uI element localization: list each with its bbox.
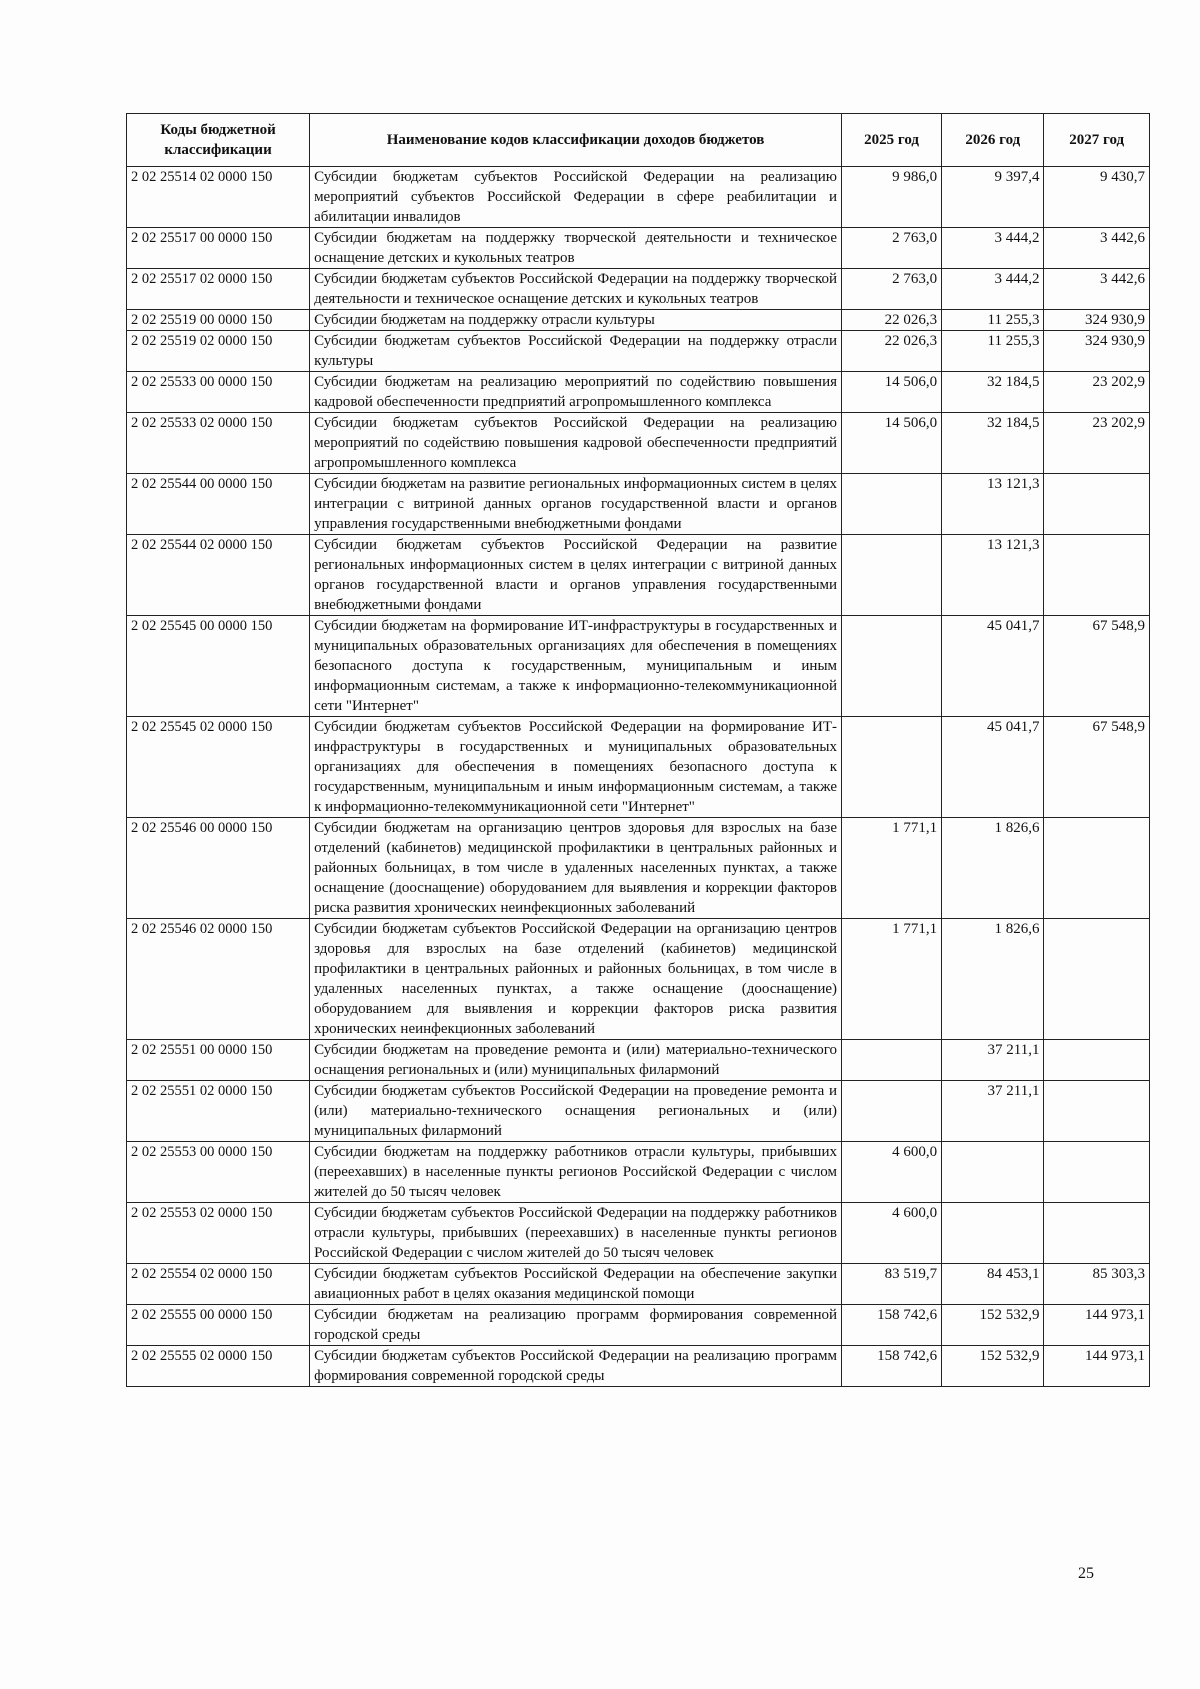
table-row	[127, 310, 1150, 331]
cell-code: 2 02 25517 00 0000 150	[127, 228, 310, 269]
cell-code: 2 02 25545 02 0000 150	[127, 717, 310, 818]
cell-code: 2 02 25545 00 0000 150	[127, 616, 310, 717]
cell-2026: 37 211,1	[942, 1081, 1044, 1142]
page-number: 25	[1078, 1565, 1094, 1582]
table-row	[127, 1081, 1150, 1142]
cell-2026: 1 826,6	[942, 818, 1044, 919]
table-row	[127, 413, 1150, 474]
cell-2025	[842, 474, 942, 535]
cell-2025: 4 600,0	[842, 1203, 942, 1264]
cell-2025	[842, 616, 942, 717]
cell-2027: 9 430,7	[1044, 167, 1150, 228]
table-row	[127, 269, 1150, 310]
cell-code: 2 02 25551 02 0000 150	[127, 1081, 310, 1142]
cell-2027	[1044, 474, 1150, 535]
cell-2026: 11 255,3	[942, 310, 1044, 331]
cell-name: Субсидии бюджетам субъектов Российской Федерации на поддержку творческой деятельности и техническое оснащение детских и кукольных театров	[310, 269, 842, 310]
cell-2026: 9 397,4	[942, 167, 1044, 228]
cell-2027	[1044, 1203, 1150, 1264]
cell-2027: 23 202,9	[1044, 372, 1150, 413]
table-row	[127, 535, 1150, 616]
table-row	[127, 1305, 1150, 1346]
table-row	[127, 331, 1150, 372]
cell-2025: 1 771,1	[842, 919, 942, 1040]
cell-2025: 14 506,0	[842, 413, 942, 474]
cell-2025: 2 763,0	[842, 269, 942, 310]
cell-2027	[1044, 919, 1150, 1040]
cell-2026: 32 184,5	[942, 413, 1044, 474]
cell-code: 2 02 25553 00 0000 150	[127, 1142, 310, 1203]
cell-2025: 9 986,0	[842, 167, 942, 228]
cell-2026: 37 211,1	[942, 1040, 1044, 1081]
cell-2027: 3 442,6	[1044, 228, 1150, 269]
cell-code: 2 02 25514 02 0000 150	[127, 167, 310, 228]
cell-2026: 13 121,3	[942, 474, 1044, 535]
cell-2026: 3 444,2	[942, 228, 1044, 269]
cell-2026: 152 532,9	[942, 1346, 1044, 1387]
cell-2025: 158 742,6	[842, 1346, 942, 1387]
cell-name: Субсидии бюджетам на реализацию программ формирования современной городской среды	[310, 1305, 842, 1346]
cell-2026: 3 444,2	[942, 269, 1044, 310]
cell-2027: 85 303,3	[1044, 1264, 1150, 1305]
table-row	[127, 1346, 1150, 1387]
cell-2026: 84 453,1	[942, 1264, 1044, 1305]
cell-2026: 11 255,3	[942, 331, 1044, 372]
table-row	[127, 474, 1150, 535]
cell-name: Субсидии бюджетам субъектов Российской Федерации на развитие региональных информационных систем в целях интеграции с витриной данных органов государственной власти и органов управления государственными внебюджетными фондами	[310, 535, 842, 616]
header-2025: 2025 год	[842, 114, 942, 167]
table-row	[127, 228, 1150, 269]
cell-2026	[942, 1203, 1044, 1264]
cell-2025	[842, 535, 942, 616]
table-row	[127, 1264, 1150, 1305]
cell-code: 2 02 25544 02 0000 150	[127, 535, 310, 616]
cell-2025: 1 771,1	[842, 818, 942, 919]
cell-name: Субсидии бюджетам на проведение ремонта и (или) материально-технического оснащения региональных и (или) муниципальных филармоний	[310, 1040, 842, 1081]
cell-2027: 144 973,1	[1044, 1305, 1150, 1346]
cell-name: Субсидии бюджетам на поддержку творческой деятельности и техническое оснащение детских и кукольных театров	[310, 228, 842, 269]
header-codes: Коды бюджетной классификации	[127, 114, 310, 167]
table-header-row	[127, 114, 1150, 167]
cell-name: Субсидии бюджетам субъектов Российской Федерации на проведение ремонта и (или) материально-технического оснащения региональных и (или) муниципальных филармоний	[310, 1081, 842, 1142]
cell-2027: 324 930,9	[1044, 331, 1150, 372]
cell-name: Субсидии бюджетам субъектов Российской Федерации на обеспечение закупки авиационных работ в целях оказания медицинской помощи	[310, 1264, 842, 1305]
table-row	[127, 372, 1150, 413]
cell-code: 2 02 25555 02 0000 150	[127, 1346, 310, 1387]
cell-2026	[942, 1142, 1044, 1203]
cell-2027: 144 973,1	[1044, 1346, 1150, 1387]
cell-2025: 83 519,7	[842, 1264, 942, 1305]
cell-2025	[842, 1081, 942, 1142]
cell-2027	[1044, 1081, 1150, 1142]
cell-2027	[1044, 1040, 1150, 1081]
cell-code: 2 02 25553 02 0000 150	[127, 1203, 310, 1264]
cell-name: Субсидии бюджетам субъектов Российской Федерации на поддержку работников отрасли культуры, прибывших (переехавших) в населенные пункты регионов Российской Федерации с числом жителей до 50 тысяч человек	[310, 1203, 842, 1264]
cell-2025	[842, 717, 942, 818]
cell-2027	[1044, 818, 1150, 919]
cell-2027: 324 930,9	[1044, 310, 1150, 331]
cell-code: 2 02 25554 02 0000 150	[127, 1264, 310, 1305]
cell-name: Субсидии бюджетам субъектов Российской Федерации на формирование ИТ-инфраструктуры в государственных и муниципальных образовательных организациях для обеспечения в помещениях безопасного доступа к государственным, муниципальным и иным информационным системам, а также к информационно-телекоммуникационной сети "Интернет"	[310, 717, 842, 818]
table-row	[127, 717, 1150, 818]
cell-name: Субсидии бюджетам субъектов Российской Федерации на организацию центров здоровья для взрослых на базе отделений (кабинетов) медицинской профилактики в центральных районных и районных больницах, в том числе в удаленных населенных пунктах, а также оснащение (дооснащение) оборудованием для выявления и коррекции факторов риска развития хронических неинфекционных заболеваний	[310, 919, 842, 1040]
cell-name: Субсидии бюджетам на поддержку работников отрасли культуры, прибывших (переехавших) в населенные пункты регионов Российской Федерации с числом жителей до 50 тысяч человек	[310, 1142, 842, 1203]
cell-2027	[1044, 1142, 1150, 1203]
cell-code: 2 02 25546 02 0000 150	[127, 919, 310, 1040]
table-row	[127, 919, 1150, 1040]
cell-2026: 1 826,6	[942, 919, 1044, 1040]
cell-name: Субсидии бюджетам субъектов Российской Федерации на реализацию мероприятий по содействию повышения кадровой обеспеченности предприятий агропромышленного комплекса	[310, 413, 842, 474]
cell-2025: 14 506,0	[842, 372, 942, 413]
budget-income-table	[126, 113, 1150, 1387]
cell-2025: 2 763,0	[842, 228, 942, 269]
cell-2025: 158 742,6	[842, 1305, 942, 1346]
cell-code: 2 02 25546 00 0000 150	[127, 818, 310, 919]
cell-2027: 67 548,9	[1044, 616, 1150, 717]
cell-2027: 67 548,9	[1044, 717, 1150, 818]
cell-2025: 22 026,3	[842, 310, 942, 331]
cell-2027: 23 202,9	[1044, 413, 1150, 474]
cell-code: 2 02 25544 00 0000 150	[127, 474, 310, 535]
cell-name: Субсидии бюджетам на организацию центров здоровья для взрослых на базе отделений (кабинетов) медицинской профилактики в центральных районных и районных больницах, в том числе в удаленных населенных пунктах, а также оснащение (дооснащение) оборудованием для выявления и коррекции факторов риска развития хронических неинфекционных заболеваний	[310, 818, 842, 919]
cell-name: Субсидии бюджетам субъектов Российской Федерации на поддержку отрасли культуры	[310, 331, 842, 372]
cell-2025: 22 026,3	[842, 331, 942, 372]
cell-2027	[1044, 535, 1150, 616]
cell-code: 2 02 25533 00 0000 150	[127, 372, 310, 413]
header-2026: 2026 год	[942, 114, 1044, 167]
table-row	[127, 818, 1150, 919]
cell-2026: 152 532,9	[942, 1305, 1044, 1346]
cell-code: 2 02 25517 02 0000 150	[127, 269, 310, 310]
cell-code: 2 02 25519 02 0000 150	[127, 331, 310, 372]
cell-2026: 45 041,7	[942, 616, 1044, 717]
cell-name: Субсидии бюджетам на реализацию мероприятий по содействию повышения кадровой обеспеченности предприятий агропромышленного комплекса	[310, 372, 842, 413]
header-name: Наименование кодов классификации доходов бюджетов	[310, 114, 842, 167]
table-row	[127, 616, 1150, 717]
cell-name: Субсидии бюджетам на развитие региональных информационных систем в целях интеграции с витриной данных органов государственной власти и органов управления государственными внебюджетными фондами	[310, 474, 842, 535]
cell-2027: 3 442,6	[1044, 269, 1150, 310]
table-row	[127, 1040, 1150, 1081]
cell-name: Субсидии бюджетам на поддержку отрасли культуры	[310, 310, 842, 331]
cell-name: Субсидии бюджетам субъектов Российской Федерации на реализацию программ формирования современной городской среды	[310, 1346, 842, 1387]
cell-name: Субсидии бюджетам на формирование ИТ-инфраструктуры в государственных и муниципальных образовательных организациях для обеспечения в помещениях безопасного доступа к государственным, муниципальным и иным информационным системам, а также к информационно-телекоммуникационной сети "Интернет"	[310, 616, 842, 717]
table-row	[127, 167, 1150, 228]
table-row	[127, 1203, 1150, 1264]
cell-2025: 4 600,0	[842, 1142, 942, 1203]
cell-2026: 13 121,3	[942, 535, 1044, 616]
cell-code: 2 02 25519 00 0000 150	[127, 310, 310, 331]
cell-2026: 32 184,5	[942, 372, 1044, 413]
cell-2026: 45 041,7	[942, 717, 1044, 818]
header-2027: 2027 год	[1044, 114, 1150, 167]
cell-code: 2 02 25533 02 0000 150	[127, 413, 310, 474]
cell-name: Субсидии бюджетам субъектов Российской Федерации на реализацию мероприятий субъектов Российской Федерации в сфере реабилитации и абилитации инвалидов	[310, 167, 842, 228]
cell-2025	[842, 1040, 942, 1081]
cell-code: 2 02 25551 00 0000 150	[127, 1040, 310, 1081]
cell-code: 2 02 25555 00 0000 150	[127, 1305, 310, 1346]
table-row	[127, 1142, 1150, 1203]
